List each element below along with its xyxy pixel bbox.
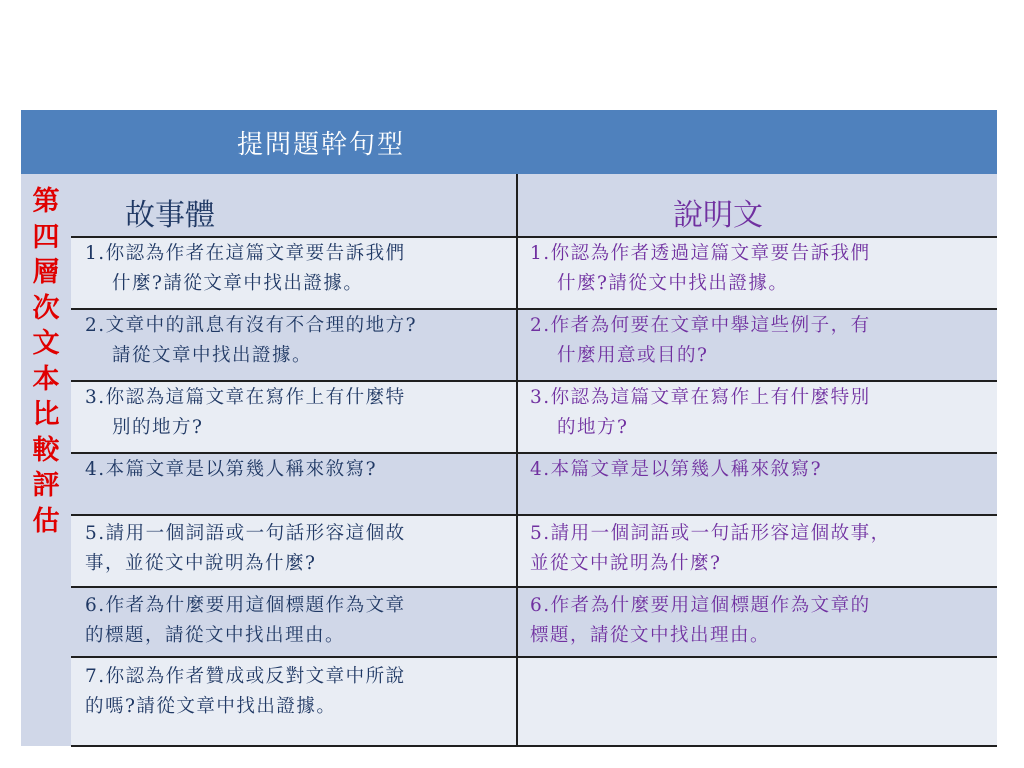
column-header-expository: 說明文 <box>673 198 763 233</box>
item-number: 2. <box>85 315 106 336</box>
row-divider <box>71 236 997 238</box>
story-question-7 <box>85 662 406 722</box>
item-line: 你認為作者贊成或反對文章中所說 <box>105 666 406 687</box>
item-number: 4. <box>85 459 106 480</box>
item-line: 別的地方? <box>112 417 204 438</box>
item-line: 你認為這篇文章在寫作上有什麼特別 <box>550 387 871 408</box>
table-header <box>21 110 997 174</box>
column-header-story: 故事體 <box>125 198 215 233</box>
side-label-char: 文 <box>32 328 60 359</box>
item-number: 7. <box>85 666 106 687</box>
item-number: 4. <box>530 459 551 480</box>
item-line: 文章中的訊息有沒有不合理的地方? <box>105 315 418 336</box>
story-question-3 <box>85 383 406 443</box>
table-title: 提問題幹句型 <box>237 130 406 160</box>
item-number: 2. <box>530 315 551 336</box>
item-number: 1. <box>530 243 551 264</box>
expo-question-4 <box>530 455 822 485</box>
item-line: 你認為這篇文章在寫作上有什麼特 <box>105 387 406 408</box>
item-line: 的地方? <box>557 417 629 438</box>
item-line: 請從文章中找出證據。 <box>112 345 313 366</box>
expo-question-1 <box>530 239 871 299</box>
story-question-4 <box>85 455 377 485</box>
story-question-1 <box>85 239 406 299</box>
column-divider <box>516 174 518 746</box>
item-number: 1. <box>85 243 106 264</box>
item-number: 3. <box>530 387 551 408</box>
item-line: 作者為何要在文章中舉這些例子，有 <box>550 315 871 336</box>
story-question-2 <box>85 311 417 371</box>
expo-question-3 <box>530 383 871 443</box>
item-line: 事，並從文中說明為什麼? <box>85 553 317 574</box>
side-label-char: 次 <box>32 292 60 324</box>
item-line: 你認為作者透過這篇文章要告訴我們 <box>550 243 871 264</box>
item-line: 請用一個詞語或一句話形容這個故 <box>105 523 406 544</box>
item-line: 什麼?請從文中找出證據。 <box>557 273 789 294</box>
item-number: 5. <box>530 523 551 544</box>
item-number: 6. <box>530 595 551 616</box>
item-line: 本篇文章是以第幾人稱來敘寫? <box>105 459 378 480</box>
item-line: 的標題，請從文中找出理由。 <box>85 625 346 646</box>
side-label-column <box>21 174 71 746</box>
side-label-char: 較 <box>32 434 60 466</box>
story-question-5 <box>85 519 406 579</box>
item-number: 6. <box>85 595 106 616</box>
item-line: 你認為作者在這篇文章要告訴我們 <box>105 243 406 264</box>
item-line: 作者為什麼要用這個標題作為文章的 <box>550 595 871 616</box>
expo-question-6 <box>530 591 871 651</box>
row-divider <box>71 656 997 658</box>
item-line: 並從文中說明為什麼? <box>530 553 722 574</box>
item-line: 標題，請從文中找出理由。 <box>530 625 771 646</box>
row-divider <box>71 380 997 382</box>
side-label-char: 估 <box>32 505 60 537</box>
row-divider <box>71 745 997 747</box>
item-line: 作者為什麼要用這個標題作為文章 <box>105 595 406 616</box>
side-label-char: 比 <box>32 399 60 430</box>
side-label <box>21 184 71 539</box>
expo-question-2 <box>530 311 871 371</box>
side-label-char: 本 <box>32 363 60 395</box>
expo-question-5 <box>530 519 891 579</box>
item-line: 本篇文章是以第幾人稱來敘寫? <box>550 459 823 480</box>
row-divider <box>71 586 997 588</box>
row-divider <box>71 308 997 310</box>
item-number: 3. <box>85 387 106 408</box>
item-line: 什麼?請從文章中找出證據。 <box>112 273 364 294</box>
side-label-char: 第 <box>32 186 60 217</box>
item-line: 的嗎?請從文章中找出證據。 <box>85 696 337 717</box>
side-label-char: 評 <box>32 470 60 501</box>
side-label-char: 層 <box>32 257 60 288</box>
item-line: 什麼用意或目的? <box>557 345 709 366</box>
row-divider <box>71 452 997 454</box>
item-line: 請用一個詞語或一句話形容這個故事， <box>550 523 891 544</box>
side-label-char: 四 <box>32 221 60 253</box>
row-divider <box>71 514 997 516</box>
story-question-6 <box>85 591 406 651</box>
item-number: 5. <box>85 523 106 544</box>
